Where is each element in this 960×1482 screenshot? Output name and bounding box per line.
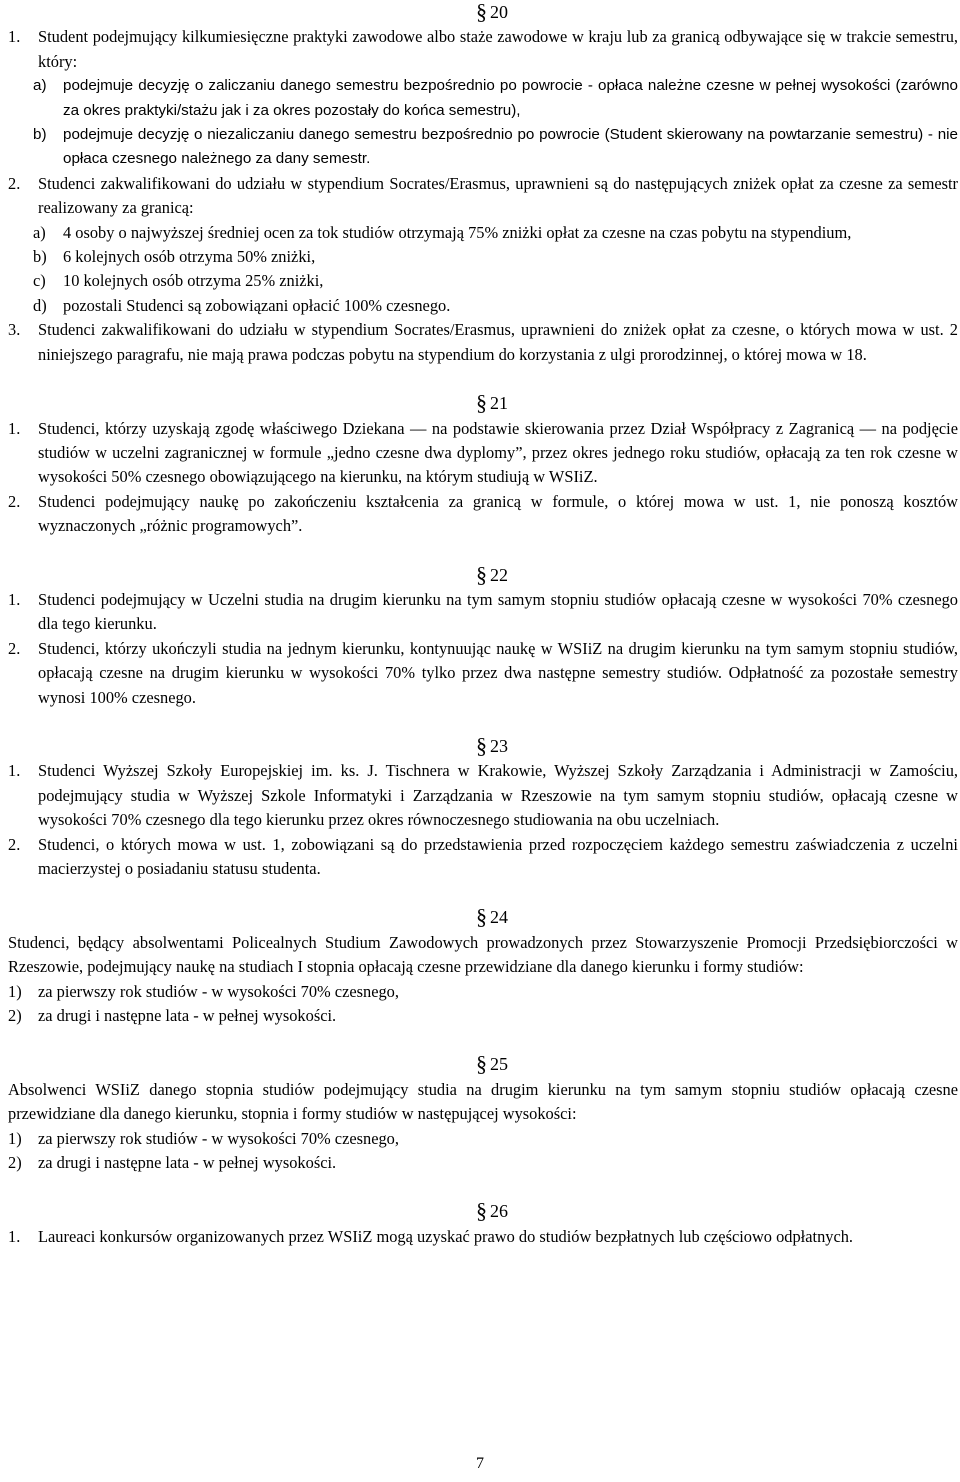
paragraph-text: Laureaci konkursów organizowanych przez WSIiZ mogą uzyskać prawo do studiów bezpłatnych lub częściowo odpłatnych. — [38, 1226, 854, 1246]
paragraph-label: 2. — [8, 638, 21, 658]
paragraph-label: 1. — [8, 418, 21, 438]
paragraph-22-2 — [8, 637, 958, 710]
list-label: 1) — [8, 1128, 22, 1148]
list-label: 1) — [8, 981, 22, 1001]
point-20-2d — [8, 294, 958, 318]
section-number: 26 — [490, 1201, 508, 1222]
paragraph-26-1 — [8, 1225, 958, 1249]
list-label: 2) — [8, 1153, 22, 1173]
point-20-2c — [8, 269, 958, 293]
point-text: 6 kolejnych osób otrzyma 50% zniżki, — [63, 247, 316, 267]
spacer — [8, 881, 958, 905]
section-number: 25 — [490, 1054, 508, 1075]
spacer — [8, 367, 958, 391]
point-text: 4 osoby o najwyższej średniej ocen za tok studiów otrzymają 75% zniżki opłat za czesne na czas pobytu na stypendium, — [63, 222, 852, 242]
point-20-1b — [8, 123, 958, 172]
paragraph-20-3 — [8, 318, 958, 367]
paragraph-text: Studenci podejmujący w Uczelni studia na drugim kierunku na tym samym stopniu studiów opłacają czesne w wysokości 70% czesnego dla tego kierunku. — [38, 589, 958, 634]
spacer — [8, 1028, 958, 1052]
paragraph-text: Studenci zakwalifikowani do udziału w stypendium Socrates/Erasmus, uprawnieni do zniżek opłat za czesne, o których mowa w ust. 2 niniejszego paragrafu, nie mają prawa podczas pobytu na stypendium do korzystania z ulgi prorodzinnej, o której mowa w 18. — [38, 320, 958, 364]
paragraph-label: 2. — [8, 491, 21, 511]
list-text: za pierwszy rok studiów - w wysokości 70% czesnego, — [38, 1128, 399, 1148]
paragraph-label: 2. — [8, 173, 21, 193]
page-number: 7 — [476, 1455, 484, 1472]
section-heading-26 — [8, 1199, 958, 1224]
point-text: pozostali Studenci są zobowiązani opłacić 100% czesnego. — [63, 295, 451, 315]
point-text: podejmuje decyzję o zaliczaniu danego semestru bezpośrednio po powrocie - opłaca należne czesne w pełnej wysokości (zarówno za okres praktyki/stażu jak i za okres pozostały do końca semestru), — [63, 77, 958, 119]
paragraph-23-1 — [8, 759, 958, 832]
section-symbol: § — [476, 1051, 487, 1077]
paragraph-label: 3. — [8, 320, 21, 340]
section-number: 23 — [490, 735, 508, 756]
paragraph-20-2 — [8, 172, 958, 221]
paragraph-24-intro: Studenci, będący absolwentami Policealnych Studium Zawodowych prowadzonych przez Stowarzyszenie Promocji Przedsiębiorczości w Rzeszowie, podejmujący naukę na studiach I stopnia opłacają czesne przewidziane dla danego kierunku i formy studiów: — [8, 932, 958, 977]
paragraph-22-1 — [8, 588, 958, 637]
section-heading-23 — [8, 734, 958, 759]
paragraph-text: Studenci podejmujący naukę po zakończeniu kształcenia za granicą w formule, o której mowa w ust. 1, nie ponoszą kosztów wyznaczonych „różnic programowych”. — [38, 491, 958, 536]
list-text: za drugi i następne lata - w pełnej wysokości. — [38, 1006, 337, 1026]
spacer — [8, 1175, 958, 1199]
point-label: c) — [33, 271, 46, 291]
section-heading-20 — [8, 0, 958, 25]
list-item-24-2 — [8, 1004, 958, 1028]
list-text: za pierwszy rok studiów - w wysokości 70% czesnego, — [38, 981, 399, 1001]
section-heading-22 — [8, 563, 958, 588]
point-text: 10 kolejnych osób otrzyma 25% zniżki, — [63, 271, 324, 291]
section-symbol: § — [476, 904, 487, 930]
section-symbol: § — [476, 0, 487, 24]
paragraph-label: 1. — [8, 27, 21, 47]
paragraph-text: Student podejmujący kilkumiesięczne praktyki zawodowe albo staże zawodowe w kraju lub za granicą odbywające się w trakcie semestru, który: — [38, 27, 958, 71]
spacer — [8, 710, 958, 734]
point-20-2b — [8, 245, 958, 269]
paragraph-text: Studenci zakwalifikowani do udziału w stypendium Socrates/Erasmus, uprawnieni są do następujących zniżek opłat za czesne za semestr realizowany za granicą: — [38, 173, 958, 218]
section-symbol: § — [476, 732, 487, 758]
section-number: 22 — [490, 564, 508, 585]
section-symbol: § — [476, 390, 487, 416]
paragraph-23-2 — [8, 833, 958, 882]
paragraph-text: Studenci, którzy uzyskają zgodę właściwego Dziekana — na podstawie skierowania przez Dział Współpracy z Zagranicą — na podjęcie studiów w uczelni zagranicznej w formule „jedno czesne dwa dyplomy”, przez okres jednego roku studiów, opłacają za ten rok czesne w wysokości 50% czesnego obowiązującego na kierunku, na którym studiują w WSIiZ. — [38, 418, 958, 487]
point-20-2a — [8, 221, 958, 245]
point-label: b) — [33, 126, 47, 144]
point-text: podejmuje decyzję o niezaliczaniu danego semestru bezpośrednio po powrocie (Student skierowany na powtarzanie semestru) - nie opłaca czesnego należnego za dany semestr. — [63, 126, 958, 168]
list-label: 2) — [8, 1006, 22, 1026]
paragraph-20-1 — [8, 25, 958, 74]
section-number: 21 — [490, 393, 508, 414]
paragraph-label: 1. — [8, 589, 21, 609]
list-item-24-1 — [8, 980, 958, 1004]
paragraph-label: 1. — [8, 761, 21, 781]
point-label: b) — [33, 247, 47, 267]
section-heading-24 — [8, 905, 958, 930]
paragraph-label: 2. — [8, 834, 21, 854]
section-number: 24 — [490, 907, 508, 928]
list-item-25-2 — [8, 1151, 958, 1175]
point-20-1a — [8, 74, 958, 123]
paragraph-21-2 — [8, 490, 958, 539]
list-text: za drugi i następne lata - w pełnej wysokości. — [38, 1153, 337, 1173]
paragraph-text: Studenci Wyższej Szkoły Europejskiej im. ks. J. Tischnera w Krakowie, Wyższej Szkoły Zarządzania i Administracji w Zamościu, podejmujący studia w Wyższej Szkole Informatyki i Zarządzania w Rzeszowie na tym samym stopniu studiów, opłacają czesne w wysokości 70% czesnego dla tego kierunku przez okres równoczesnego studiowania na obu uczelniach. — [38, 761, 958, 830]
point-label: a) — [33, 77, 47, 95]
document-page — [8, 0, 958, 1249]
list-item-25-1 — [8, 1127, 958, 1151]
section-number: 20 — [490, 2, 508, 22]
paragraph-label: 1. — [8, 1226, 21, 1246]
section-heading-25 — [8, 1052, 958, 1077]
paragraph-text: Studenci, o których mowa w ust. 1, zobowiązani są do przedstawienia przed rozpoczęciem każdego semestru zaświadczenia z uczelni macierzystej o posiadaniu statusu studenta. — [38, 834, 958, 878]
section-symbol: § — [476, 561, 487, 587]
section-symbol: § — [476, 1198, 487, 1224]
paragraph-21-1 — [8, 417, 958, 490]
point-label: d) — [33, 295, 47, 315]
point-label: a) — [33, 222, 46, 242]
paragraph-25-intro: Absolwenci WSIiZ danego stopnia studiów podejmujący studia na drugim kierunku na tym samym stopniu studiów opłacają czesne przewidziane dla danego kierunku, stopnia i formy studiów w następującej wysokości: — [8, 1079, 958, 1124]
paragraph-text: Studenci, którzy ukończyli studia na jednym kierunku, kontynuując naukę w WSIiZ na drugim kierunku na tym samym stopniu studiów, opłacają czesne na drugim kierunku w wysokości 70% tylko przez dwa następne semestry studiów. Odpłatność za pozostałe semestry wynosi 100% czesnego. — [38, 638, 958, 707]
section-heading-21 — [8, 391, 958, 416]
spacer — [8, 539, 958, 563]
